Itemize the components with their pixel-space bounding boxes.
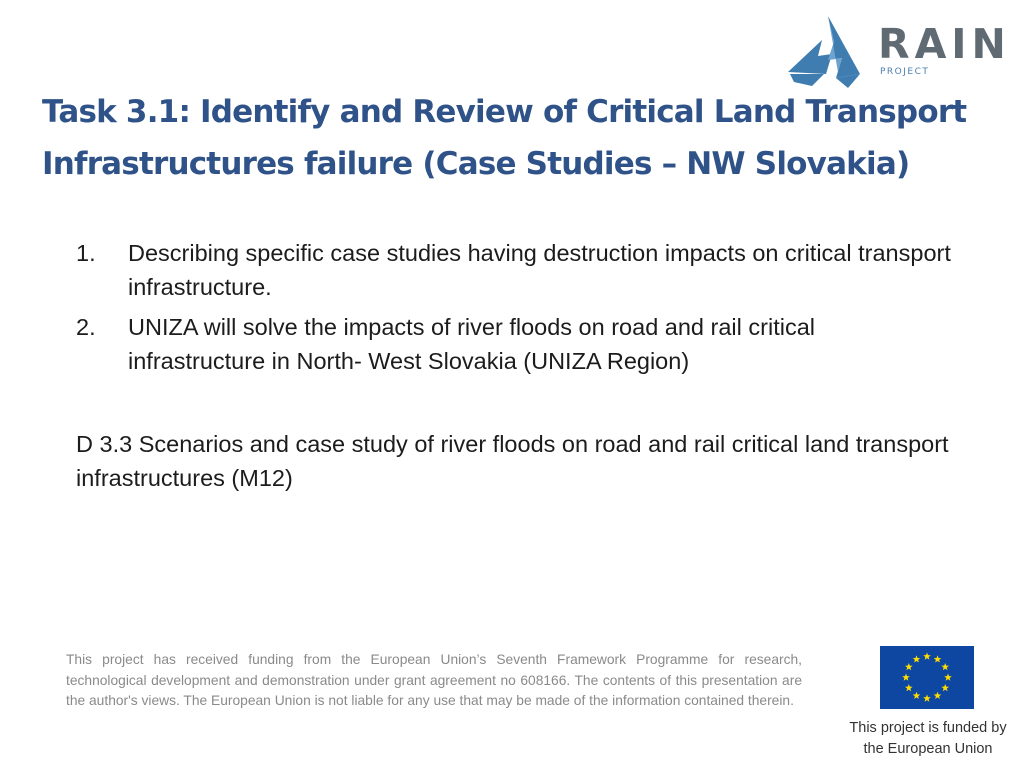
eu-star-icon [913,655,921,662]
list-item-text: UNIZA will solve the impacts of river floods on road and rail critical infrastructure in North- West Slovakia (UNIZA Region) [128,314,815,374]
eu-star-icon [923,695,931,702]
task-list [76,236,956,384]
eu-star-icon [923,653,931,660]
eu-star-icon [902,674,910,681]
eu-caption-line-2: the European Union [863,741,993,757]
eu-star-icon [934,655,942,662]
list-item-number: 1. [76,240,96,266]
eu-star-icon [941,684,949,691]
eu-caption-line-1: This project is funded by [849,720,1007,736]
eu-star-icon [905,663,913,670]
eu-star-icon [913,692,921,699]
eu-funding-caption [836,718,1020,760]
list-item [76,310,956,378]
deliverable-text: D 3.3 Scenarios and case study of river floods on road and rail critical land transport infrastructures (M12) [76,431,949,491]
rain-project-logo [788,14,1020,90]
logo-subtitle: PROJECT [880,67,930,77]
logo-wordmark: RAIN [878,20,1011,68]
eu-star-icon [944,674,952,681]
funding-disclaimer: This project has received funding from the European Union’s Seventh Framework Programme for research, technological development and demonstration under grant agreement no 608166. The contents of this presentation are the author's views. The European Union is not liable for any use that may be made of the information contained therein. [66,652,802,708]
slide-title: Task 3.1: Identify and Review of Critical Land Transport Infrastructures failure (Case Studies – NW Slovakia) [42,94,967,182]
mountain-lightning-icon [788,14,864,90]
eu-star-icon [934,692,942,699]
eu-star-icon [941,663,949,670]
eu-flag-icon [880,646,974,709]
list-item [76,236,956,304]
list-item-number: 2. [76,314,96,340]
list-item-text: Describing specific case studies having destruction impacts on critical transport infrastructure. [128,240,951,300]
eu-star-icon [905,684,913,691]
